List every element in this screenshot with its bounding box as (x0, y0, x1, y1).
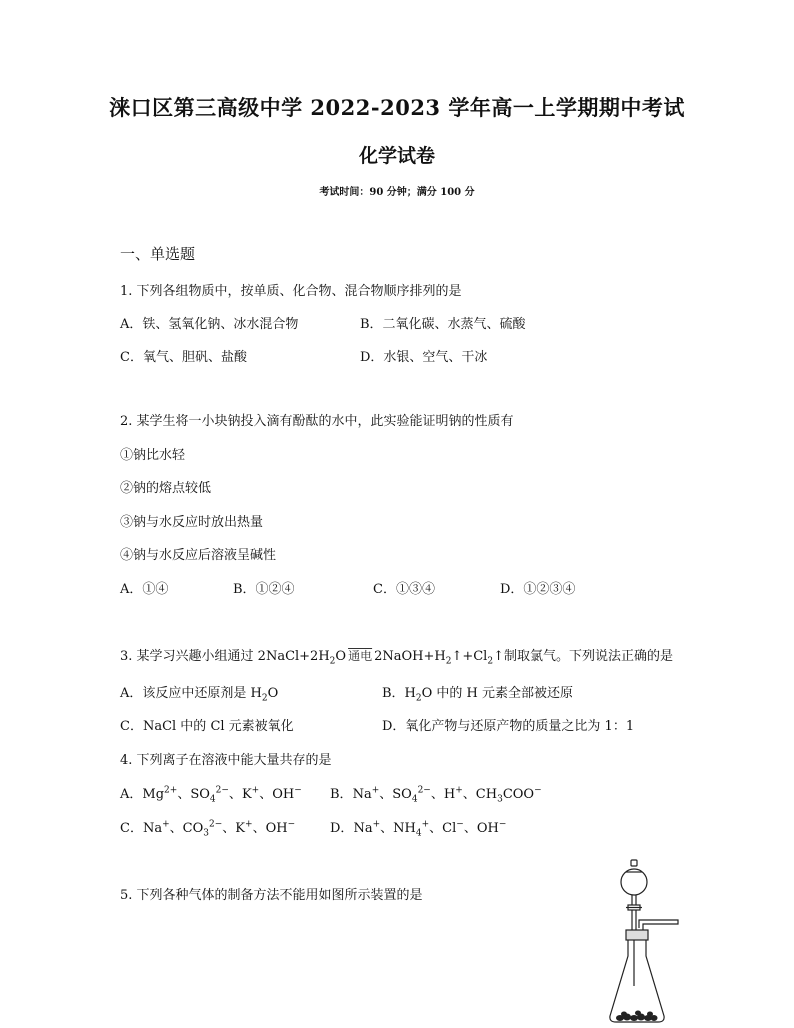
question-2-option-c: C．①③④ (373, 582, 435, 597)
ion-mg: Mg (142, 787, 165, 802)
exam-info: 考试时间：90 分钟；满分 100 分 (319, 187, 475, 198)
h2-subscript: 2 (445, 656, 452, 667)
cl2-subscript: 2 (487, 656, 494, 667)
q3-a-prefix: A．该反应中还原剂是 H (120, 686, 262, 701)
q3-stem-mid: 2NaOH+H (374, 649, 446, 664)
q3-stem-o: O (335, 649, 347, 664)
conical-flask (610, 940, 664, 1022)
ion-na-charge: + (162, 819, 170, 830)
ion-oh-charge: − (294, 785, 302, 796)
question-3-option-c: C．NaCl 中的 Cl 元素被氧化 (120, 719, 294, 734)
solid-reagent (616, 1011, 658, 1022)
question-1-option-d: D．水银、空气、干冰 (360, 350, 488, 365)
question-1-option-a: A．铁、氢氧化钠、冰水混合物 (120, 317, 299, 332)
ion-na-charge: + (371, 785, 380, 796)
q4-c-label: C． (120, 821, 143, 836)
page-title: 涞口区第三高级中学 2022-2023 学年高一上学期期中考试 (109, 95, 685, 120)
q3-b-subscript: 2 (415, 693, 422, 704)
ion-nh4-charge: + (421, 819, 430, 830)
q3-a-suffix: O (267, 686, 279, 701)
question-4-option-c (120, 817, 296, 839)
ion-so4: SO (190, 787, 210, 802)
q3-a-subscript: 2 (261, 693, 268, 704)
ion-k-charge: + (251, 785, 260, 796)
ion-so4-subscript: 4 (209, 794, 216, 805)
ion-so4-subscript: 4 (411, 794, 418, 805)
ion-h: H (443, 787, 456, 802)
question-3-option-b (382, 682, 574, 704)
ion-separator: 、 (379, 787, 393, 802)
q3-stem-prefix: 3. 某学习兴趣小组通过 2NaCl+2H (120, 649, 330, 664)
ion-acetate: CH (475, 787, 498, 802)
ion-na: Na (142, 821, 163, 836)
q4-a-label: A． (120, 787, 143, 802)
ion-so4: SO (392, 787, 412, 802)
funnel-stopper (631, 860, 637, 866)
ion-mg-charge: 2+ (164, 785, 178, 796)
question-3-stem (120, 645, 673, 667)
question-1-option-b: B．二氧化碳、水蒸气、硫酸 (360, 317, 526, 332)
question-4-stem: 4. 下列离子在溶液中能大量共存的是 (120, 753, 332, 768)
question-2-option-b: B．①②④ (233, 582, 295, 597)
q4-d-label: D． (330, 821, 354, 836)
ion-separator: 、 (430, 787, 444, 802)
question-5-stem: 5. 下列各种气体的制备方法不能用如图所示装置的是 (120, 888, 423, 903)
question-4-option-d (330, 817, 507, 839)
ion-nh4: NH (393, 821, 416, 836)
delivery-tube (639, 920, 678, 930)
ion-oh: OH (476, 821, 499, 836)
ion-oh: OH (265, 821, 288, 836)
ion-separator: 、 (222, 821, 236, 836)
ion-k-charge: + (245, 819, 253, 830)
ion-nh4-subscript: 4 (415, 828, 422, 839)
ion-cl: Cl (442, 821, 457, 836)
ion-k: K (235, 821, 246, 836)
ion-separator: 、 (177, 787, 191, 802)
ion-oh: OH (272, 787, 295, 802)
ion-k: K (241, 787, 252, 802)
question-2-statement-1: ①钠比水轻 (120, 448, 186, 463)
question-2-stem: 2. 某学生将一小块钠投入滴有酚酞的水中，此实验能证明钠的性质有 (120, 414, 514, 429)
question-2-statement-4: ④钠与水反应后溶液呈碱性 (120, 548, 277, 563)
q3-b-suffix: O 中的 H 元素全部被还原 (421, 686, 574, 701)
rubber-stopper (626, 930, 648, 940)
question-3-option-a (120, 682, 279, 704)
ion-oh-charge: − (498, 819, 507, 830)
ion-separator: 、 (429, 821, 443, 836)
question-2-statement-2: ②钠的熔点较低 (120, 481, 212, 496)
question-1-stem: 1. 下列各组物质中，按单质、化合物、混合物顺序排列的是 (120, 284, 462, 299)
ion-oh-charge: − (287, 819, 296, 830)
ion-acetate-rest: COO (502, 787, 535, 802)
ion-separator: 、 (259, 787, 273, 802)
ion-so4-charge: 2− (417, 785, 431, 796)
page-subtitle: 化学试卷 (358, 145, 435, 167)
question-4-option-b (330, 783, 542, 805)
question-3-option-d: D．氧化产物与还原产物的质量之比为 1：1 (382, 719, 635, 734)
ion-cl-charge: − (456, 819, 464, 830)
ion-separator: 、 (252, 821, 266, 836)
question-4-option-a (120, 783, 302, 805)
ion-na-charge: + (372, 819, 381, 830)
gas-generation-apparatus-figure (606, 858, 686, 1026)
ion-na: Na (352, 787, 372, 802)
ion-acetate-charge: − (534, 785, 542, 796)
electrolysis-condition: 通电 (348, 649, 373, 663)
ion-acetate-subscript: 3 (497, 794, 503, 805)
ion-separator: 、 (169, 821, 183, 836)
question-2-option-d: D．①②③④ (500, 582, 576, 597)
ion-separator: 、 (463, 821, 477, 836)
q3-stem-mid2: ↑+Cl (451, 649, 488, 664)
question-1-option-c: C．氧气、胆矾、盐酸 (120, 350, 247, 365)
ion-so4-charge: 2− (215, 785, 229, 796)
ion-co3-charge: 2− (209, 819, 223, 830)
q4-b-label: B． (330, 787, 353, 802)
ion-na: Na (353, 821, 373, 836)
q3-b-prefix: B．H (382, 686, 416, 701)
ion-separator: 、 (380, 821, 394, 836)
ion-co3: CO (182, 821, 204, 836)
section-heading: 一、单选题 (120, 245, 196, 263)
h2o-subscript: 2 (329, 656, 336, 667)
ion-separator: 、 (462, 787, 476, 802)
ion-separator: 、 (228, 787, 242, 802)
funnel-bulb (621, 869, 647, 895)
question-2-option-a: A．①④ (120, 582, 169, 597)
ion-co3-subscript: 3 (203, 828, 209, 839)
q3-stem-suffix: ↑制取氯气。下列说法正确的是 (493, 649, 673, 664)
question-2-statement-3: ③钠与水反应时放出热量 (120, 515, 264, 530)
ion-h-charge: + (455, 785, 463, 796)
